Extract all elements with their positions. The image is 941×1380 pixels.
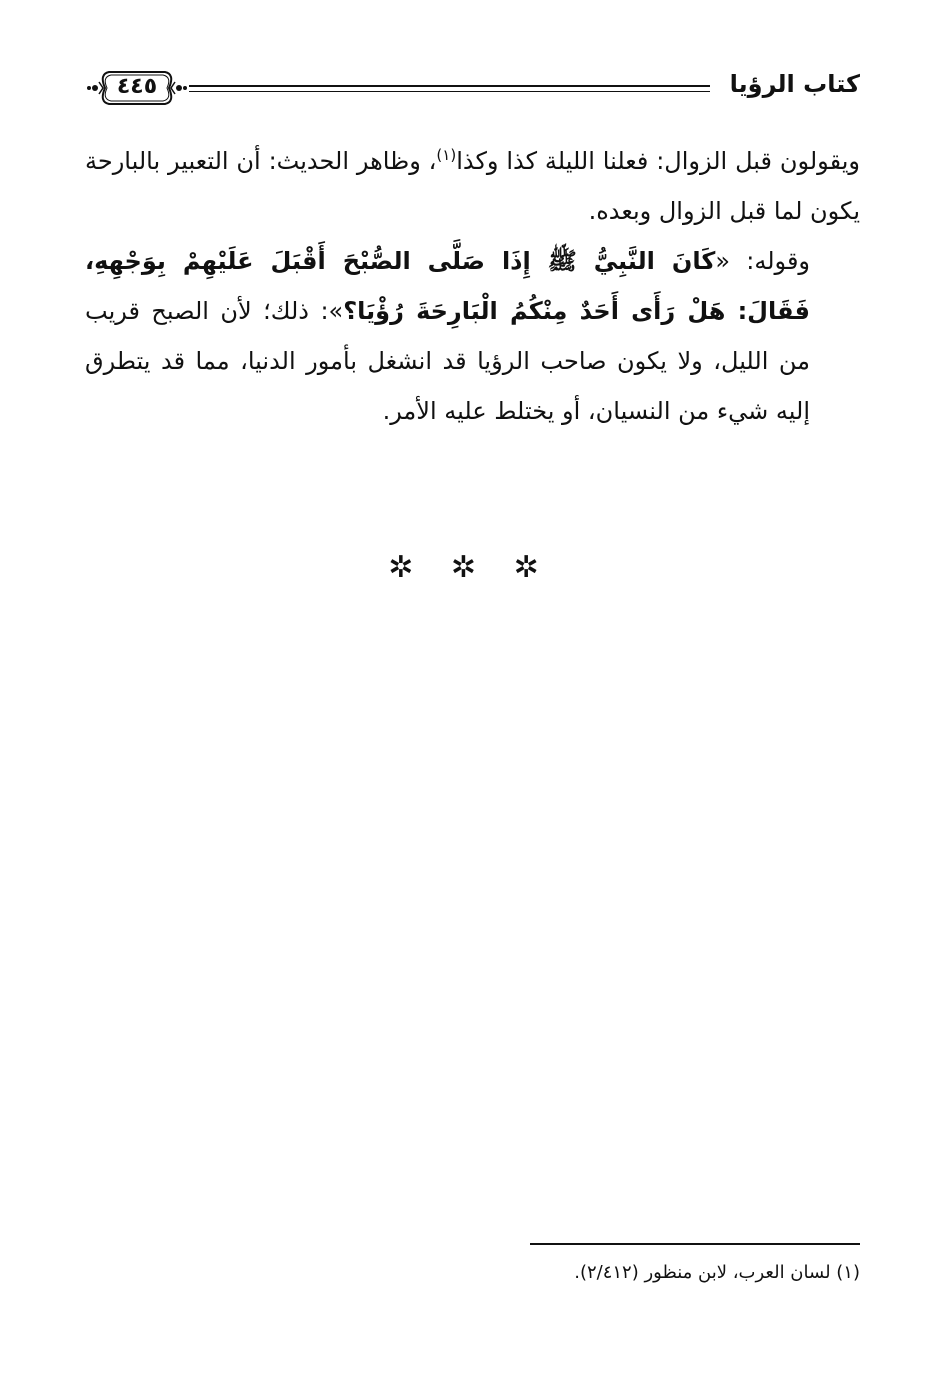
paragraph-2-intro: وقوله: « (715, 247, 811, 275)
body-text (85, 136, 860, 436)
paragraph-1-text: ويقولون قبل الزوال: فعلنا الليلة كذا وكذا (456, 147, 860, 175)
section-separator: ✲ ✲ ✲ (388, 550, 553, 585)
paragraph-2-commentary: »: ذلك؛ لأن الصبح قريب من الليل، ولا يكون صاحب الرؤيا قد انشغل بأمور الدنيا، مما قد يتطرق إليه شيء من النسيان، أو يختلط عليه الأمر. (85, 297, 810, 425)
running-title: كتاب الرؤيا (729, 70, 860, 98)
footnote-rule (530, 1243, 860, 1245)
header-rule-thin (189, 91, 710, 92)
header-rule (189, 85, 710, 87)
footnote-reference: (١) (436, 146, 457, 164)
page-header (85, 68, 860, 112)
paragraph-1-continuation: ، وظاهر الحديث: أن التعبير بالبارحة يكون لما قبل الزوال وبعده. (85, 147, 860, 225)
hadith-quote: كَانَ النَّبِيُّ ﷺ إِذَا صَلَّى الصُّبْحَ أَقْبَلَ عَلَيْهِمْ بِوَجْهِهِ، فَقَالَ: هَلْ رَأَى أَحَدٌ مِنْكُمُ الْبَارِحَةَ رُؤْيَا؟ (85, 247, 810, 325)
paragraph-2 (85, 236, 860, 436)
footnote: (١) لسان العرب، لابن منظور (٢/٤١٢). (574, 1262, 860, 1283)
paragraph-1 (85, 136, 860, 236)
page-number: ٤٤٥ (116, 74, 158, 99)
